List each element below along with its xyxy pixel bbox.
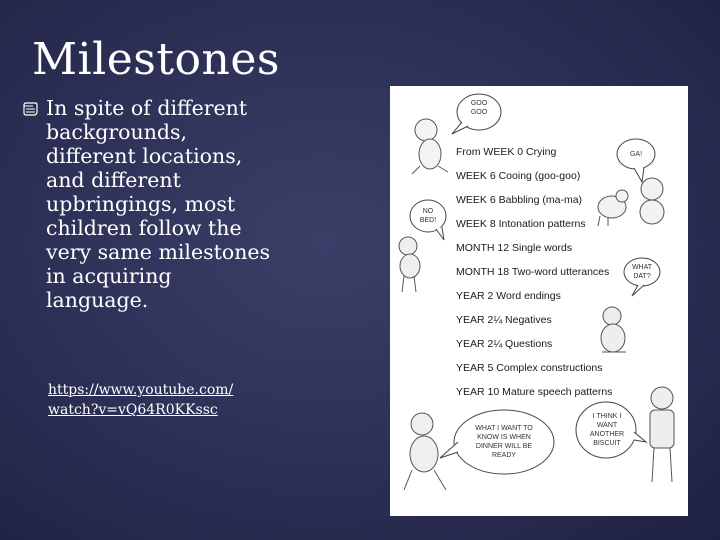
milestone-item: From WEEK 0 Crying — [456, 146, 557, 158]
milestone-item: WEEK 8 Intonation patterns — [456, 218, 586, 230]
bullet-item — [22, 96, 272, 312]
milestone-item: YEAR 2 Word endings — [456, 290, 561, 302]
milestone-item: WEEK 6 Babbling (ma-ma) — [456, 194, 583, 206]
bubble-dinner-text: WHAT I WANT TO KNOW IS WHEN DINNER WILL BE READY — [475, 425, 533, 459]
milestone-item: YEAR 2¼ Questions — [456, 338, 553, 350]
slide-title: Milestones — [32, 34, 280, 85]
milestone-item: YEAR 10 Mature speech patterns — [456, 386, 613, 398]
milestone-item: YEAR 2¼ Negatives — [456, 314, 552, 326]
youtube-link[interactable] — [48, 380, 278, 420]
bubble-goo-text: GOO GOO — [470, 100, 488, 116]
link-line-2[interactable]: watch?v=vQ64R0KKssc — [48, 402, 218, 418]
bubble-nobed-text: NO BED! — [419, 208, 437, 224]
milestone-item: MONTH 18 Two-word utterances — [456, 266, 610, 278]
scroll-bullet-icon — [22, 102, 38, 116]
baby-with-dog-drawing — [598, 178, 664, 226]
milestone-item: MONTH 12 Single words — [456, 242, 573, 254]
bubble-biscuit-text: I THINK I WANT ANOTHER BISCUIT — [589, 413, 625, 447]
milestone-item: YEAR 5 Complex constructions — [456, 362, 603, 374]
milestone-item: WEEK 6 Cooing (goo-goo) — [456, 170, 581, 182]
bullet-text: In spite of different backgrounds, different locations, and different upbringings, most children follow the very same milestones in acquiring language. — [46, 96, 271, 312]
link-line-1[interactable]: https://www.youtube.com/ — [48, 382, 234, 398]
boy-standing-drawing — [650, 387, 674, 482]
toddler-drawing — [399, 237, 420, 292]
bubble-whatdat-text: WHAT DAT? — [631, 264, 653, 280]
baby-crying-drawing — [412, 119, 448, 174]
girl-sitting-drawing — [404, 413, 446, 490]
language-milestones-figure — [390, 86, 688, 516]
bubble-ga-text: GA! — [629, 151, 643, 158]
child-sitting-drawing — [601, 307, 626, 352]
